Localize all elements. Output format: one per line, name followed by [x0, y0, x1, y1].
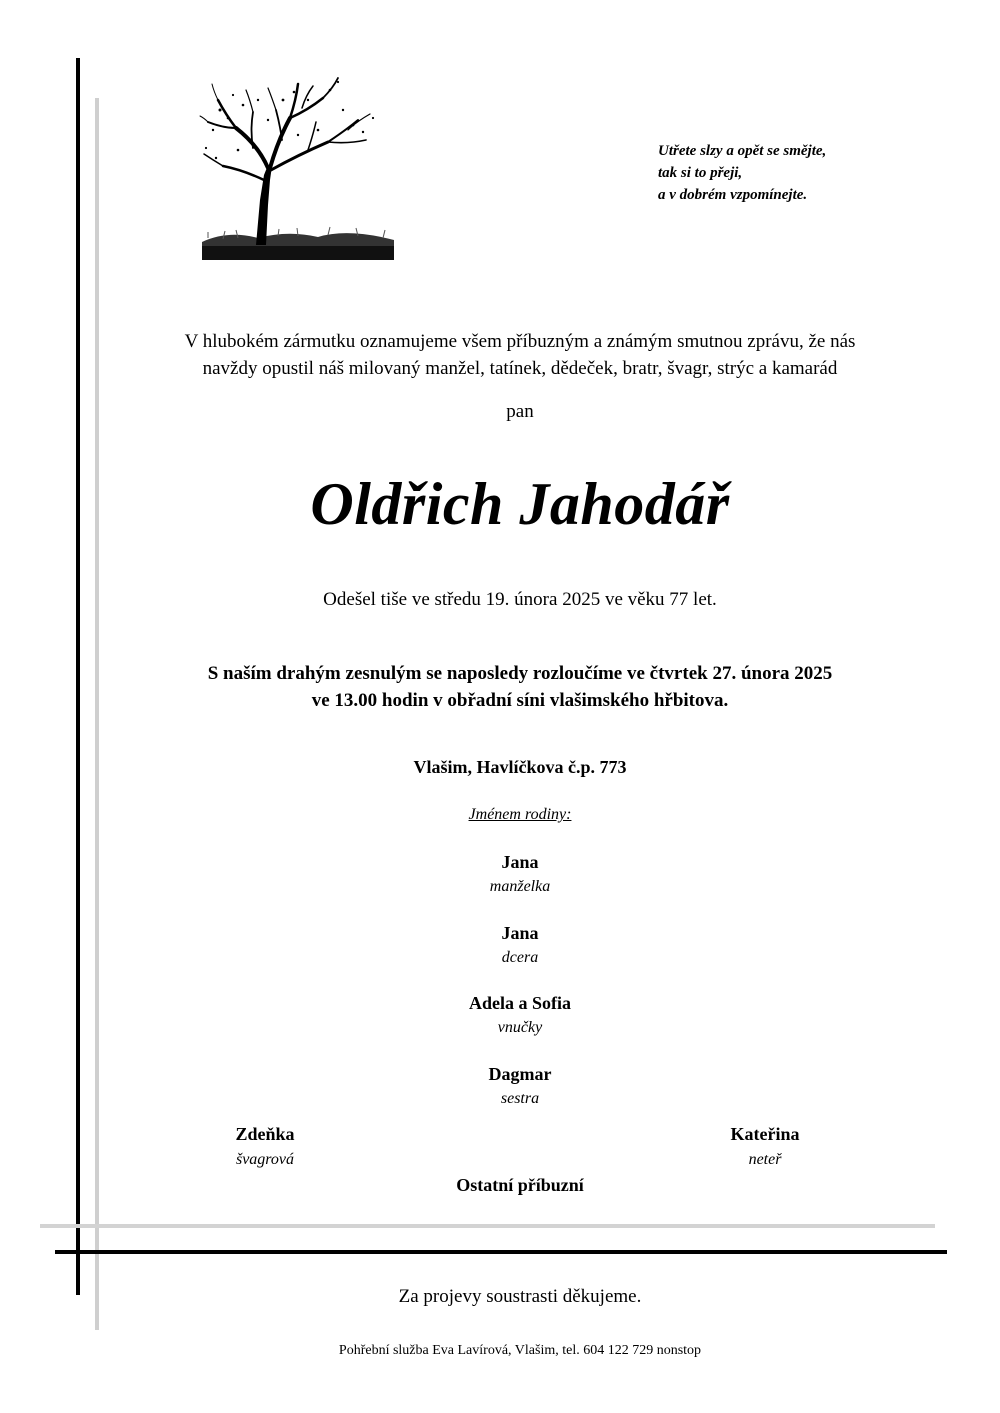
tree-icon [198, 70, 398, 265]
family-member-relation: manželka [489, 878, 551, 895]
family-member-right-name: Kateřina [730, 1124, 800, 1144]
departure-date: Odešel tiše ve středu 19. února 2025 ve věku 77 let. [323, 589, 717, 610]
funeral-info [100, 660, 940, 714]
family-member-left-name: Zdeňka [235, 1124, 295, 1144]
frame-vertical-gray-line [95, 98, 99, 1330]
family-address: Vlašim, Havlíčkova č.p. 773 [413, 757, 627, 777]
announcement-line: V hlubokém zármutku oznamujeme všem příbuzným a známým smutnou zprávu, že nás [184, 331, 856, 352]
funeral-line: S naším drahým zesnulým se naposledy rozloučíme ve čtvrtek 27. února 2025 [207, 663, 833, 684]
family-member-left-relation: švagrová [235, 1151, 295, 1168]
undertaker-info: Pohřební služba Eva Lavírová, Vlašim, tel. 604 122 729 nonstop [338, 1343, 702, 1358]
deceased-name: Oldřich Jahodář [310, 471, 730, 537]
motto-verse [658, 140, 918, 206]
family-member-name: Jana [501, 923, 539, 943]
family-heading [100, 806, 940, 824]
frame-vertical-black-line [76, 58, 80, 1295]
family-member-relation: dcera [501, 949, 539, 966]
motto-line: a v dobrém vzpomínejte. [658, 187, 808, 203]
thanks-note: Za projevy soustrasti děkujeme. [398, 1286, 642, 1307]
frame-horizontal-black-line [55, 1250, 947, 1254]
family-member-relation: vnučky [497, 1019, 543, 1036]
motto-line: tak si to přeji, [658, 165, 743, 181]
other-relatives: Ostatní příbuzní [456, 1175, 584, 1195]
announcement-text [100, 328, 940, 382]
family-member-name: Adela a Sofia [468, 993, 571, 1013]
announcement-line: navždy opustil náš milovaný manžel, tatínek, dědeček, bratr, švagr, strýc a kamarád [202, 358, 838, 379]
motto-line: Utřete slzy a opět se smějte, [658, 143, 827, 159]
family-member-right-relation: neteř [748, 1151, 782, 1168]
family-member-relation: sestra [500, 1090, 540, 1107]
honorific: pan [506, 401, 534, 422]
frame-horizontal-gray-line [40, 1224, 935, 1228]
family-member-name: Dagmar [488, 1064, 552, 1084]
family-member-name: Jana [501, 852, 539, 872]
funeral-line: ve 13.00 hodin v obřadní síni vlašimského hřbitova. [311, 690, 729, 711]
family-heading-text: Jménem rodiny: [468, 806, 572, 823]
